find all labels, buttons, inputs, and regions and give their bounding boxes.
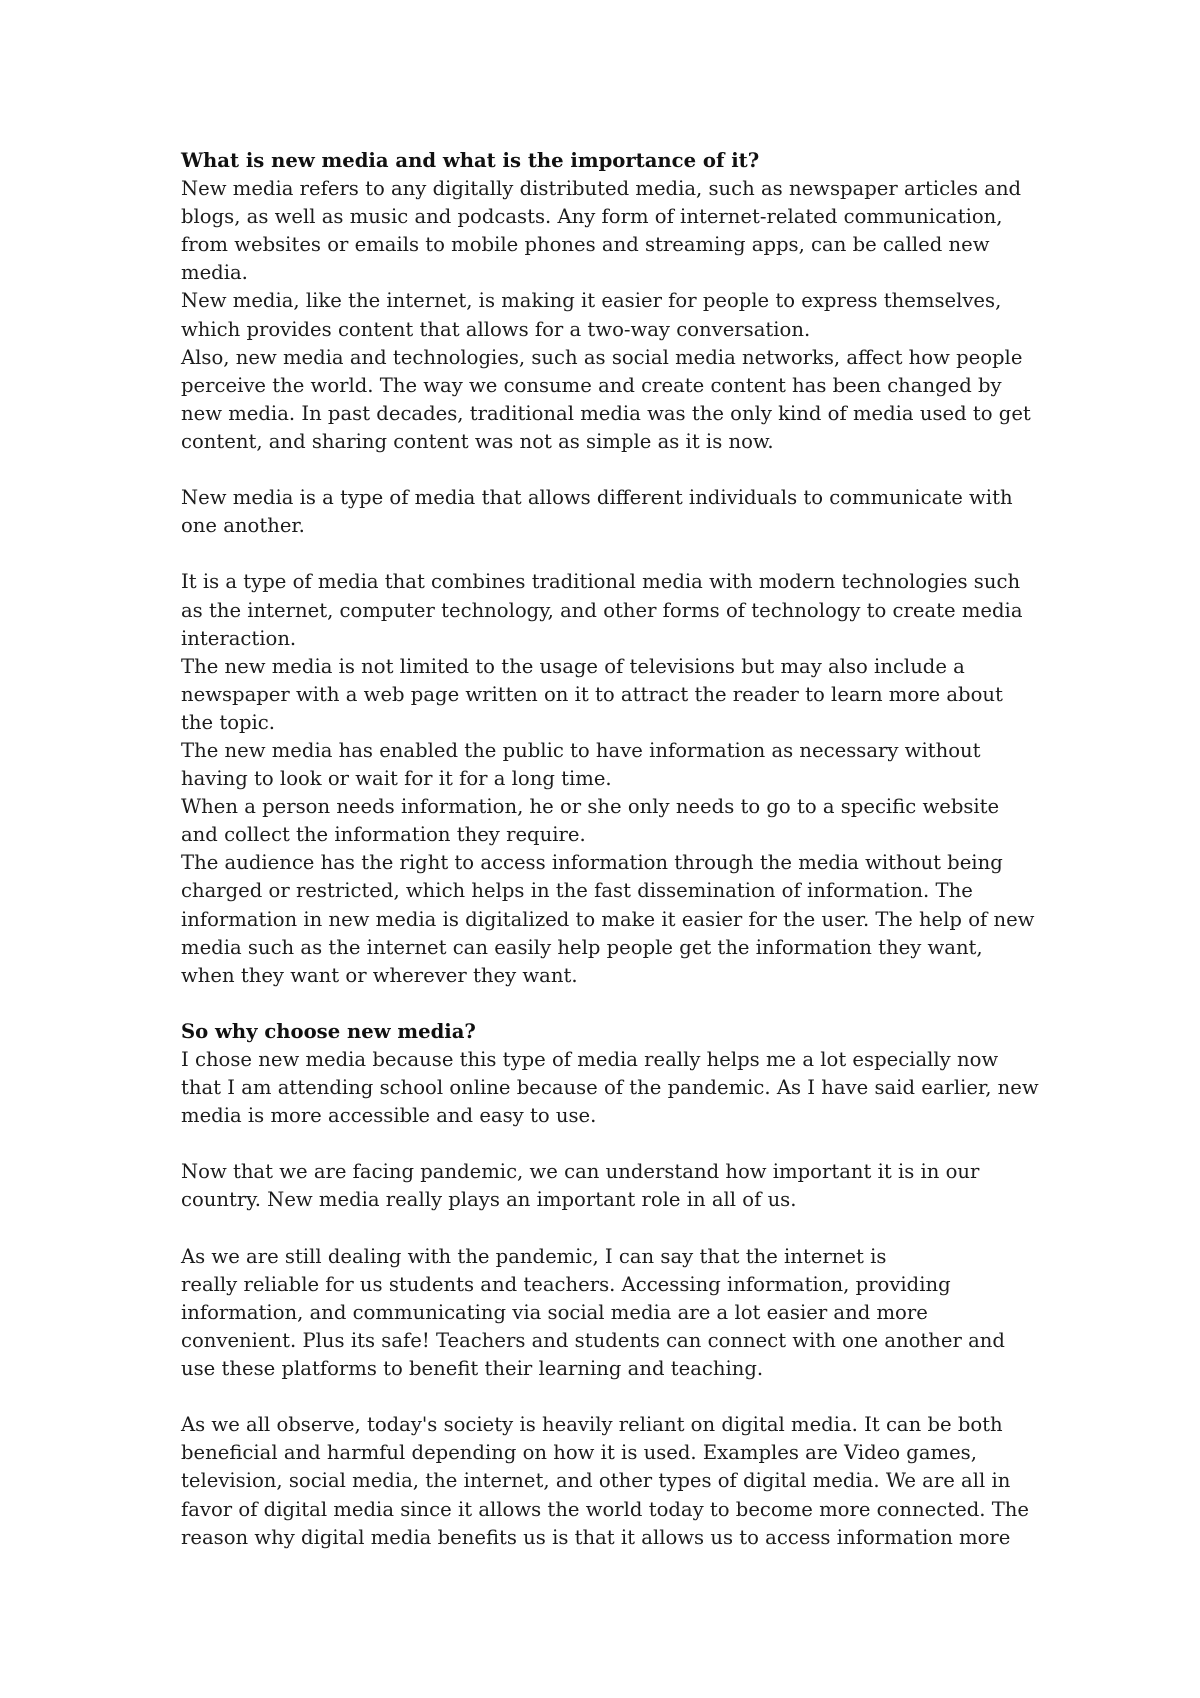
paragraph: The audience has the right to access information through the media without being charged or restricted, which helps in the fast dissemination of information. The information in new media is digitalized to make it easier for the user. The help of new media such as the internet can easily help people get the information they want, when they want or wherever they want. <box>181 851 1035 987</box>
paragraph: It is a type of media that combines traditional media with modern technologies such as the internet, computer technology, and other forms of technology to create media interaction. <box>181 570 1023 650</box>
paragraph-gap <box>181 1130 1041 1158</box>
paragraph: New media, like the internet, is making it easier for people to express themselves, which provides content that allows for a two-way conversation. <box>181 289 1002 341</box>
paragraph-gap <box>181 990 1041 1018</box>
paragraph: When a person needs information, he or she only needs to go to a specific website and collect the information they require. <box>181 795 1000 847</box>
paragraph: Also, new media and technologies, such as social media networks, affect how people perceive the world. The way we consume and create content has been changed by new media. In past decades, traditional media was the only kind of media used to get content, and sharing content was not as simple as it is now. <box>181 345 1031 453</box>
paragraph-gap <box>181 456 1041 484</box>
paragraph-gap <box>181 540 1041 568</box>
paragraph: Now that we are facing pandemic, we can understand how important it is in our country. New media really plays an important role in all of us. <box>181 1160 980 1212</box>
paragraph: The new media is not limited to the usage of televisions but may also include a newspaper with a web page written on it to attract the reader to learn more about the topic. <box>181 654 1003 734</box>
paragraph-gap <box>181 1215 1041 1243</box>
paragraph-gap <box>181 1383 1041 1411</box>
paragraph: really reliable for us students and teachers. Accessing information, providing information, and communicating via social media are a lot easier and more convenient. Plus its safe! Teachers and students can connect with one another and use these platforms to benefit their learning and teaching. <box>181 1272 1005 1381</box>
section-heading-why-new-media: So why choose new media? <box>181 1019 476 1043</box>
document-page <box>181 147 1041 1552</box>
paragraph: New media is a type of media that allows different individuals to communicate with one another. <box>181 486 1013 538</box>
paragraph-line: As we are still dealing with the pandemic, I can say that the internet is <box>181 1244 887 1268</box>
section-heading-new-media: What is new media and what is the importance of it? <box>181 149 760 172</box>
paragraph: The new media has enabled the public to have information as necessary without having to look or wait for it for a long time. <box>181 738 981 791</box>
paragraph: I chose new media because this type of media really helps me a lot especially now that I am attending school online because of the pandemic. As I have said earlier, new media is more accessible and easy to use. <box>181 1048 1039 1128</box>
paragraph: New media refers to any digitally distributed media, such as newspaper articles and blogs, as well as music and podcasts. Any form of internet-related communication, from websites or emails to mobile phones and streaming apps, can be called new media. <box>181 177 1022 285</box>
paragraph: As we all observe, today's society is heavily reliant on digital media. It can be both beneficial and harmful depending on how it is used. Examples are Video games, television, social media, the internet, and other types of digital media. We are all in favor of digital media since it allows the world today to become more connected. The reason why digital media benefits us is that it allows us to access information more <box>181 1413 1029 1549</box>
